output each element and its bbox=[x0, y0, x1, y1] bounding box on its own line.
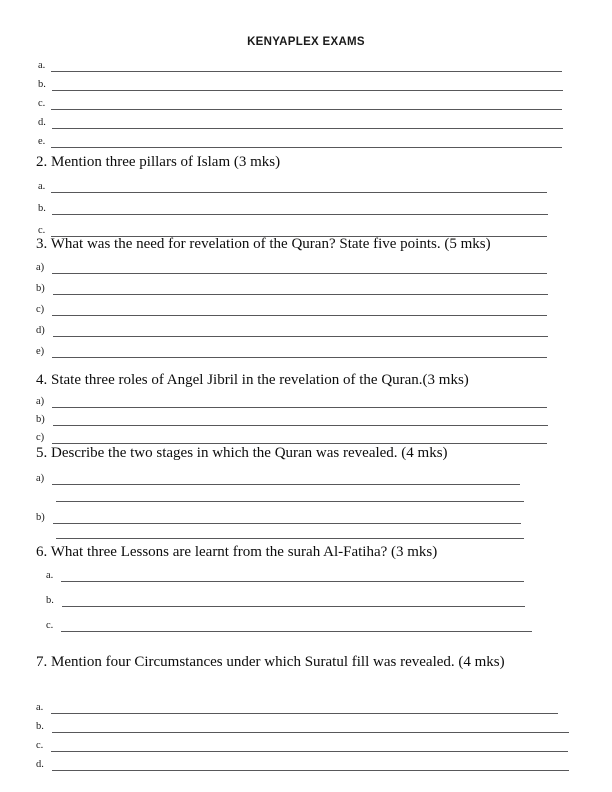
answer-rule[interactable] bbox=[52, 128, 563, 129]
answer-label: b) bbox=[36, 414, 45, 425]
answer-rule[interactable] bbox=[53, 336, 548, 337]
answer-row[interactable] bbox=[36, 702, 558, 714]
answer-row[interactable] bbox=[38, 203, 548, 215]
answer-row[interactable] bbox=[46, 570, 524, 582]
answer-row[interactable] bbox=[36, 721, 569, 733]
answer-label: b. bbox=[38, 79, 46, 90]
answer-rule[interactable] bbox=[62, 606, 525, 607]
answer-row[interactable] bbox=[36, 432, 547, 444]
answer-label: d. bbox=[38, 117, 46, 128]
answer-rule[interactable] bbox=[51, 109, 562, 110]
answer-rule[interactable] bbox=[51, 713, 558, 714]
answer-rule-continuation[interactable] bbox=[56, 538, 524, 539]
answer-rule[interactable] bbox=[51, 71, 562, 72]
page-title: KENYAPLEX EXAMS bbox=[247, 36, 365, 48]
answer-row[interactable] bbox=[36, 414, 548, 426]
answer-rule[interactable] bbox=[51, 192, 547, 193]
answer-rule[interactable] bbox=[51, 147, 562, 148]
answer-label: e) bbox=[36, 346, 45, 357]
answer-row[interactable] bbox=[36, 346, 547, 358]
question-7-heading: 7. Mention four Circumstances under which Suratul fill was revealed. (4 mks) bbox=[36, 654, 505, 670]
answer-row[interactable] bbox=[36, 325, 548, 337]
answer-rule[interactable] bbox=[61, 581, 524, 582]
answer-label: a. bbox=[38, 60, 46, 71]
answer-label: b) bbox=[36, 283, 45, 294]
answer-label: b. bbox=[36, 721, 44, 732]
answer-label: a) bbox=[36, 396, 45, 407]
answer-label: a) bbox=[36, 473, 45, 484]
answer-label: a) bbox=[36, 262, 45, 273]
answer-rule[interactable] bbox=[53, 294, 548, 295]
answer-row[interactable] bbox=[38, 60, 562, 72]
answer-row[interactable] bbox=[46, 620, 532, 632]
answer-row[interactable] bbox=[36, 262, 547, 274]
question-5-heading: 5. Describe the two stages in which the Quran was revealed. (4 mks) bbox=[36, 445, 448, 461]
answer-rule[interactable] bbox=[51, 751, 568, 752]
answer-label: c. bbox=[36, 740, 44, 751]
answer-row[interactable] bbox=[36, 759, 569, 771]
answer-row[interactable] bbox=[38, 79, 563, 91]
answer-label: b. bbox=[38, 203, 46, 214]
answer-rule[interactable] bbox=[52, 214, 548, 215]
answer-row[interactable] bbox=[36, 740, 568, 752]
question-2-heading: 2. Mention three pillars of Islam (3 mks) bbox=[36, 154, 281, 170]
answer-row[interactable] bbox=[38, 117, 563, 129]
answer-rule[interactable] bbox=[52, 90, 563, 91]
question-6-heading: 6. What three Lessons are learnt from the surah Al-Fatiha? (3 mks) bbox=[36, 544, 438, 560]
answer-rule[interactable] bbox=[53, 425, 548, 426]
answer-label: c. bbox=[38, 225, 46, 236]
answer-row[interactable] bbox=[36, 283, 548, 295]
answer-row[interactable] bbox=[36, 512, 521, 524]
answer-label: d) bbox=[36, 325, 45, 336]
answer-label: a. bbox=[38, 181, 46, 192]
answer-label: c. bbox=[38, 98, 46, 109]
answer-rule[interactable] bbox=[52, 770, 569, 771]
answer-row[interactable] bbox=[38, 181, 547, 193]
question-3-heading: 3. What was the need for revelation of the Quran? State five points. (5 mks) bbox=[36, 236, 491, 252]
answer-rule[interactable] bbox=[52, 357, 547, 358]
answer-row[interactable] bbox=[38, 136, 562, 148]
answer-rule[interactable] bbox=[52, 732, 569, 733]
answer-row[interactable] bbox=[46, 595, 525, 607]
question-4-heading: 4. State three roles of Angel Jibril in the revelation of the Quran.(3 mks) bbox=[36, 372, 469, 388]
answer-rule[interactable] bbox=[52, 315, 547, 316]
answer-label: b) bbox=[36, 512, 45, 523]
answer-label: b. bbox=[46, 595, 54, 606]
answer-rule[interactable] bbox=[52, 484, 520, 485]
answer-label: c) bbox=[36, 432, 45, 443]
answer-row[interactable] bbox=[36, 304, 547, 316]
answer-rule-continuation[interactable] bbox=[56, 501, 524, 502]
answer-label: a. bbox=[46, 570, 54, 581]
answer-rule[interactable] bbox=[52, 407, 547, 408]
answer-row[interactable] bbox=[36, 396, 547, 408]
answer-label: c. bbox=[46, 620, 54, 631]
answer-rule[interactable] bbox=[53, 523, 521, 524]
answer-rule[interactable] bbox=[61, 631, 532, 632]
answer-row[interactable] bbox=[36, 473, 520, 485]
answer-label: a. bbox=[36, 702, 44, 713]
answer-label: d. bbox=[36, 759, 44, 770]
answer-rule[interactable] bbox=[52, 273, 547, 274]
answer-row[interactable] bbox=[38, 98, 562, 110]
answer-label: c) bbox=[36, 304, 45, 315]
answer-label: e. bbox=[38, 136, 46, 147]
